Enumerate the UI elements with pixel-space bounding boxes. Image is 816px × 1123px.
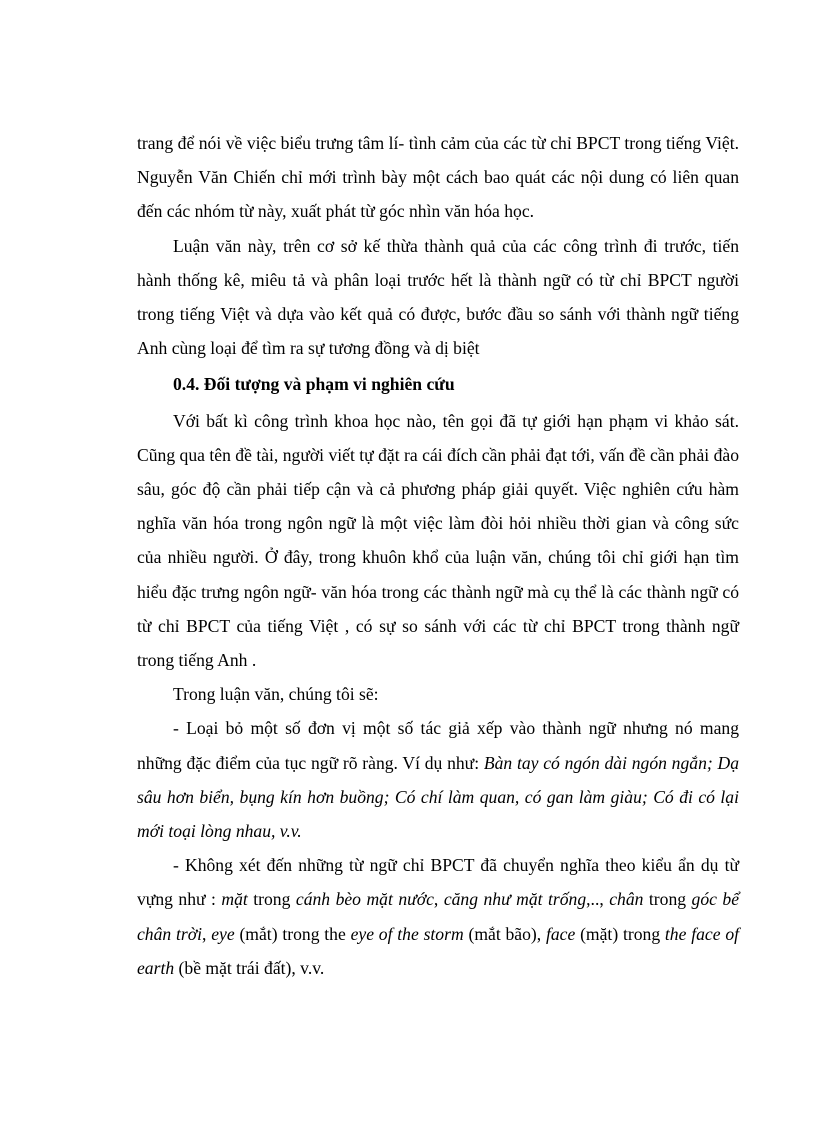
text-segment: Trong luận văn, chúng tôi sẽ: — [173, 684, 379, 705]
text-segment: Với bất kì công trình khoa học nào, tên gọi đã tự giới hạn phạm vi khảo sát. Cũng qua tên đề tài, người viết tự đặt ra cái đích cần phải đạt tới, vấn đề cần phải đào sâu, góc độ cần phải tiếp cận và cả phương pháp giải quyết. Việc nghiên cứu hàm nghĩa văn hóa trong ngôn ngữ là một việc làm đòi hỏi nhiều thời gian và công sức của nhiều người. Ở đây, trong khuôn khổ của luận văn, chúng tôi chỉ giới hạn tìm hiểu đặc trưng ngôn ngữ- văn hóa trong các thành ngữ mà cụ thể là các thành ngữ có từ chỉ BPCT của tiếng Việt , có sự so sánh với các từ chỉ BPCT trong thành ngữ trong tiếng Anh . — [137, 410, 739, 671]
body-paragraph — [137, 848, 739, 985]
body-paragraph — [137, 229, 739, 366]
text-segment: trong — [643, 889, 692, 910]
text-segment: 0.4. Đối tượng và phạm vi nghiên cứu — [173, 374, 455, 395]
italic-text-segment: chân — [609, 889, 644, 910]
text-segment: , — [433, 889, 444, 910]
text-segment: Luận văn này, trên cơ sở kế thừa thành quả của các công trình đi trước, tiến hành thống kê, miêu tả và phân loại trước hết là thành ngữ có từ chỉ BPCT người trong tiếng Việt và dựa vào kết quả có được, bước đầu so sánh với thành ngữ tiếng Anh cùng loại để tìm ra sự tương đồng và dị biệt — [137, 235, 739, 359]
text-segment: trang để nói về việc biểu trưng tâm lí- tình cảm của các từ chỉ BPCT trong tiếng Việt. Nguyễn Văn Chiến chỉ mới trình bày một cách bao quát các nội dung có liên quan đến các nhóm từ này, xuất phát từ góc nhìn văn hóa học. — [137, 133, 739, 222]
italic-text-segment: eye — [211, 923, 235, 944]
text-segment: (bề mặt trái đất), v.v. — [174, 957, 325, 978]
italic-text-segment: eye of the storm — [350, 923, 464, 944]
body-paragraph — [137, 126, 739, 229]
text-segment: trong — [247, 889, 296, 910]
text-segment: (mặt) trong — [575, 923, 665, 944]
italic-text-segment: góc bể chân trời — [137, 889, 740, 944]
body-paragraph — [137, 677, 739, 711]
italic-text-segment: căng như mặt trống — [443, 889, 587, 910]
section-heading — [137, 367, 739, 401]
body-paragraph — [137, 404, 739, 678]
text-segment: ,.., — [586, 889, 610, 910]
text-segment: - Loại bỏ một số đơn vị một số tác giả xếp vào thành ngữ nhưng nó mang những đặc điểm của tục ngữ rõ ràng. Ví dụ như: — [137, 718, 739, 773]
text-segment: (mắt) trong the — [234, 923, 351, 944]
text-segment: - Không xét đến những từ ngữ chỉ BPCT đã chuyển nghĩa theo kiểu ẩn dụ từ vựng như : — [137, 855, 739, 910]
italic-text-segment: face — [545, 923, 576, 944]
italic-text-segment: Bàn tay có ngón dài ngón ngắn; Dạ sâu hơn biển, bụng kín hơn buồng; Có chí làm quan, có gan làm giàu; Có đi có lại mới toại lòng nhau, v.v. — [137, 752, 739, 842]
italic-text-segment: mặt — [221, 889, 248, 910]
text-segment: (mắt bão), — [463, 923, 546, 944]
document-page — [137, 126, 739, 985]
text-segment: , — [202, 923, 212, 944]
italic-text-segment: cánh bèo mặt nước — [295, 889, 434, 910]
body-paragraph — [137, 711, 739, 848]
italic-text-segment: the face of earth — [137, 923, 739, 978]
